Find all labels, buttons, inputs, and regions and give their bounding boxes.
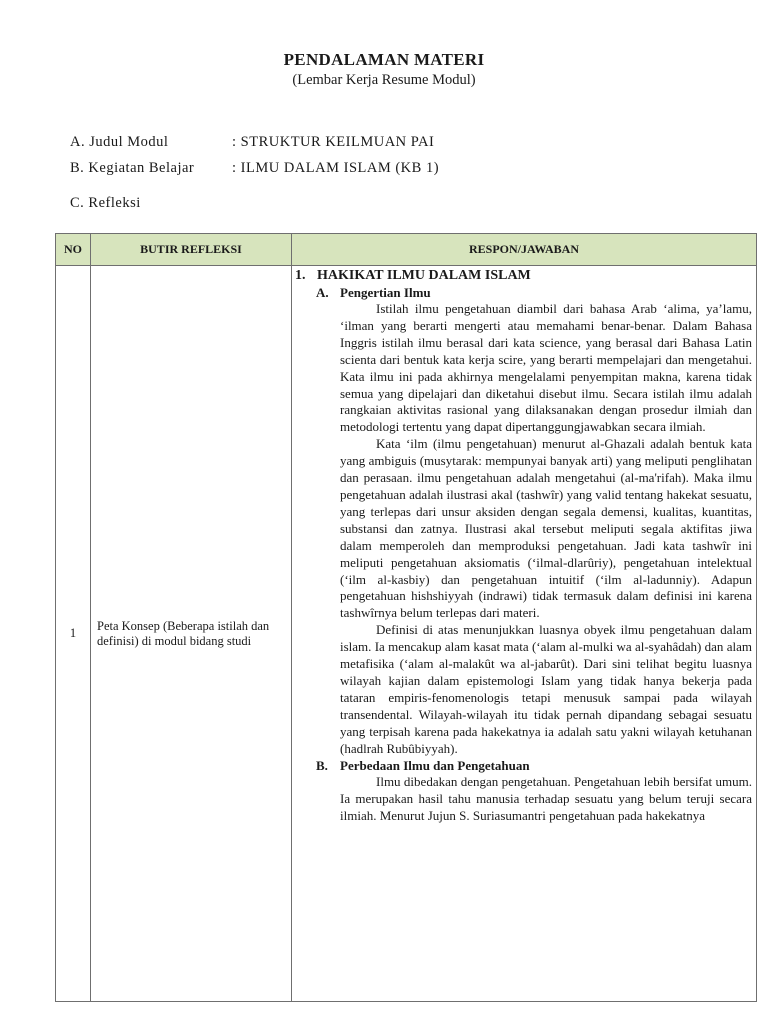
- paragraph-1: Istilah ilmu pengetahuan diambil dari bahasa Arab ‘alima, ya’lamu, ‘ilman yang berarti mengerti atau memahami benar-benar. Dalam Bahasa Inggris istilah ilmu berasal dari kata science, yang berasal dari Bahasa Latin scienta dari bentuk kata kerja scire, yang berarti mempelajari dan mengetahui. Kata ilmu ini pada akhirnya mengelalami penyempitan makna, karena tidak semua yang dipelajari dan diketahui disebut ilmu. Secara istilah ilmu adalah rangkaian aktivitas rasional yang dilaksanakan dengan prosedur ilmiah dan metodologi tertentu yang dapat dipertanggungjawabkan secara ilmiah.: [340, 301, 752, 435]
- header-no: NO: [56, 234, 91, 266]
- header-respon-jawaban: RESPON/JAWABAN: [292, 234, 757, 266]
- subheading-a: [292, 284, 752, 301]
- header-butir-refleksi: BUTIR REFLEKSI: [91, 234, 292, 266]
- judul-modul-label: A. Judul Modul: [70, 134, 169, 150]
- section-heading: [292, 267, 752, 284]
- subheading-a-number: A.: [316, 285, 329, 300]
- section-number: 1.: [295, 268, 306, 283]
- subheading-b: [292, 757, 752, 774]
- respon-cell: [292, 266, 757, 1002]
- subheading-b-number: B.: [316, 758, 328, 774]
- refleksi-label: C. Refleksi: [70, 195, 141, 211]
- paragraph-3: Definisi di atas menunjukkan luasnya obyek ilmu pengetahuan dalam islam. Ia mencakup alam kasat mata (‘alam al-mulki wa al-syahâdah) dan alam metafisika (‘alam al-malakût wa al-jabarût). Dari sini telihat begitu luasnya wilayah kajian dalam epistemologi Islam yang tidak hanya bekerja pada tataran empiris-fenomenologis tetapi menusuk sampai pada wilayah transendental. Wilayah-wilayah itu tidak pernah dipandang sebagai sesuatu yang terpisah karena pada hakekatnya ia adalah satu yakni wilayah ketuhanan (hadlrah Rubûbiyyah).: [340, 622, 752, 756]
- kegiatan-belajar-value: : ILMU DALAM ISLAM (KB 1): [232, 160, 440, 176]
- butir-refleksi-cell: Peta Konsep (Beberapa istilah dan definisi) di modul bidang studi: [91, 266, 292, 1002]
- paragraph-4: Ilmu dibedakan dengan pengetahuan. Pengetahuan lebih bersifat umum. Ia merupakan hasil tahu manusia terhadap sesuatu yang belum teruji secara ilmiah. Menurut Jujun S. Suriasumantri pengetahuan pada hakekatnya: [340, 774, 752, 824]
- row-number: 1: [56, 266, 91, 1002]
- page-title: PENDALAMAN MATERI: [283, 50, 485, 69]
- judul-modul-value: : STRUKTUR KEILMUAN PAI: [232, 134, 435, 150]
- refleksi-table: [55, 233, 757, 1002]
- paragraph-2: Kata ‘ilm (ilmu pengetahuan) menurut al-Ghazali adalah bentuk kata yang ambiguis (musytarak: mempunyai banyak arti) yang meliputi penglihatan dan perasaan. ilmu pengetahuan adalah mengetahui (al-ma'rifah). Maka ilmu pengetahuan adalah ilustrasi akal (tashwîr) yang valid tentang hakekat sesuatu, yang terlepas dari unsur aksiden dengan segala demensi, kualitas, kuantitas, substansi dan zatnya. Ilustrasi akal tersebut meliputi segala aktifitas jiwa dalam memperoleh dan memproduksi pengetahuan. Jadi kata tashwîr ini meliputi pengetahuan aksiomatis (‘ilmal-dlarûriy), pengetahuan intelektual (‘ilm al-kasbiy) dan pengetahuan intuitif (‘ilm al-ladunniy). Adapun pengetahuan hishshiyyah (indrawi) tidak termasuk dalam definisi ini karena tashwîrnya belum terlepas dari materi.: [340, 436, 752, 621]
- kegiatan-belajar-label: B. Kegiatan Belajar: [70, 160, 195, 176]
- page-subtitle: (Lembar Kerja Resume Modul): [292, 72, 476, 88]
- subheading-b-title: Perbedaan Ilmu dan Pengetahuan: [340, 758, 530, 774]
- subheading-a-title: Pengertian Ilmu: [340, 285, 431, 300]
- section-title: HAKIKAT ILMU DALAM ISLAM: [317, 268, 531, 283]
- table-row: [56, 266, 757, 1002]
- table-header-row: [56, 234, 757, 266]
